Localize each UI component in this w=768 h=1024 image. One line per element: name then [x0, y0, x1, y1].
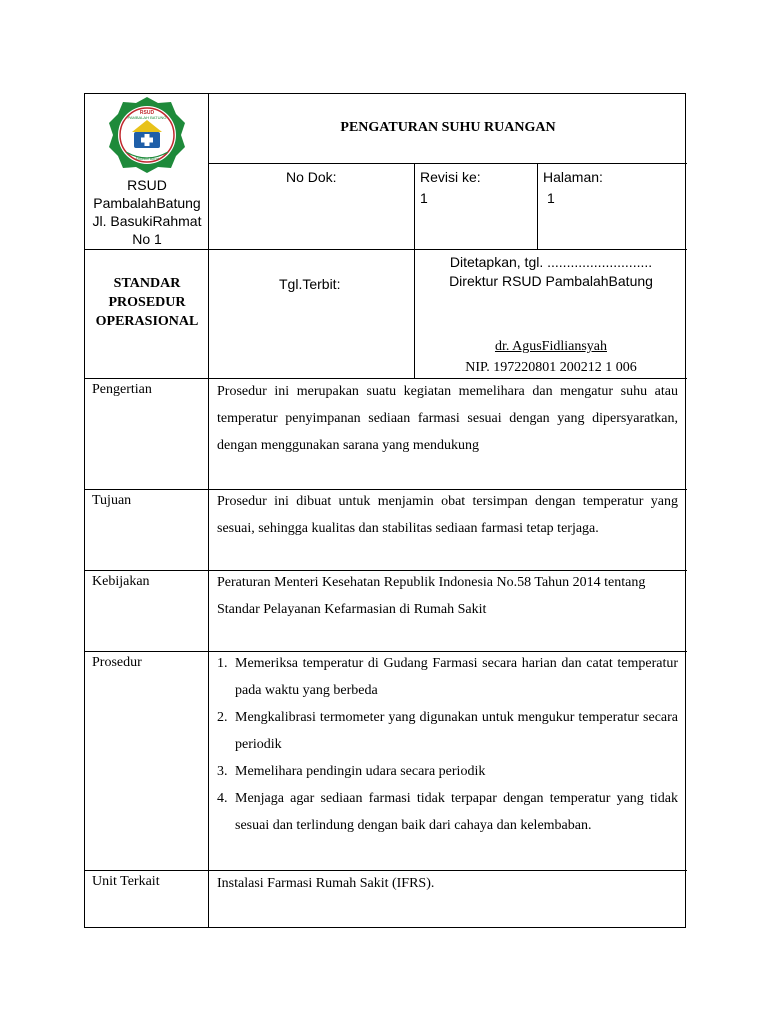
list-item-text: Memeriksa temperatur di Gudang Farmasi secara harian dan catat temperatur pada waktu yang berbeda: [235, 656, 678, 698]
list-item: [217, 650, 678, 704]
institution-name: [85, 176, 209, 248]
sop-line: PROSEDUR: [108, 295, 186, 310]
list-item: [217, 704, 678, 758]
revisi-label: Revisi ke:: [420, 169, 481, 185]
institution-line: PambalahBatung: [93, 195, 201, 211]
header-divider: [85, 249, 687, 250]
list-item-text: Menjaga agar sediaan farmasi tidak terpapar dengan temperatur yang tidak sesuai dan terlindung dengan baik dari cahaya dan kelembaban.: [235, 791, 678, 833]
prosedur-list: [217, 650, 678, 839]
sop-label: [85, 274, 209, 331]
institution-line: No 1: [132, 231, 162, 247]
list-item-text: Memelihara pendingin udara secara periodik: [235, 764, 486, 779]
prosedur-label: Prosedur: [92, 655, 142, 670]
no-dok-label: No Dok:: [286, 169, 337, 185]
unit-terkait-label: Unit Terkait: [92, 874, 160, 889]
tujuan-label: Tujuan: [92, 493, 132, 508]
revisi-value: 1: [420, 190, 428, 206]
document-title: PENGATURAN SUHU RUANGAN: [340, 120, 556, 135]
tgl-terbit-label: Tgl.Terbit:: [279, 276, 341, 292]
institution-line: Jl. BasukiRahmat: [92, 213, 202, 229]
list-item-number: 2.: [217, 710, 228, 725]
direktur-line: Direktur RSUD PambalahBatung: [449, 273, 653, 289]
logo-emblem-cross-h: [141, 138, 153, 143]
institution-line: RSUD: [127, 177, 167, 193]
list-item: [217, 785, 678, 839]
pengertian-label: Pengertian: [92, 382, 152, 397]
hospital-logo: [106, 94, 188, 176]
tujuan-text: Prosedur ini dibuat untuk menjamin obat tersimpan dengan temperatur yang sesuai, sehingga kualitas dan stabilitas sediaan farmasi tetap terjaga.: [217, 494, 678, 536]
logo-top-text: RSUD: [139, 110, 155, 116]
header-title-divider: [209, 163, 687, 164]
list-item-number: 1.: [217, 656, 228, 671]
pengertian-text: Prosedur ini merupakan suatu kegiatan memelihara dan mengatur suhu atau temperatur penyimpanan sediaan farmasi sesuai dengan yang dipersyaratkan, dengan menggunakan sarana yang mendukung: [217, 384, 678, 453]
sop-document: [84, 93, 686, 928]
halaman-label: Halaman:: [543, 169, 603, 185]
logo-bottom-text: Amuntai Barat: [135, 156, 159, 161]
list-item: [217, 758, 678, 785]
sop-line: STANDAR: [113, 276, 181, 291]
ditetapkan-line: Ditetapkan, tgl. ...........................: [449, 254, 653, 270]
logo-arc-text: PAMBALAH BATUNG: [127, 115, 167, 120]
signer-name: dr. AgusFidliansyah: [494, 339, 607, 354]
unit-terkait-text: Instalasi Farmasi Rumah Sakit (IFRS).: [217, 876, 435, 891]
list-item-number: 4.: [217, 791, 228, 806]
list-item-text: Mengkalibrasi termometer yang digunakan untuk mengukur temperatur secara periodik: [235, 710, 678, 752]
halaman-value: 1: [547, 190, 555, 206]
kebijakan-text: Peraturan Menteri Kesehatan Republik Indonesia No.58 Tahun 2014 tentang Standar Pelayanan Kefarmasian di Rumah Sakit: [217, 575, 646, 617]
halaman-divider: [537, 164, 538, 249]
sop-line: OPERASIONAL: [95, 314, 199, 329]
signer-nip: NIP. 197220801 200212 1 006: [465, 360, 637, 375]
list-item-number: 3.: [217, 764, 228, 779]
kebijakan-label: Kebijakan: [92, 574, 150, 589]
